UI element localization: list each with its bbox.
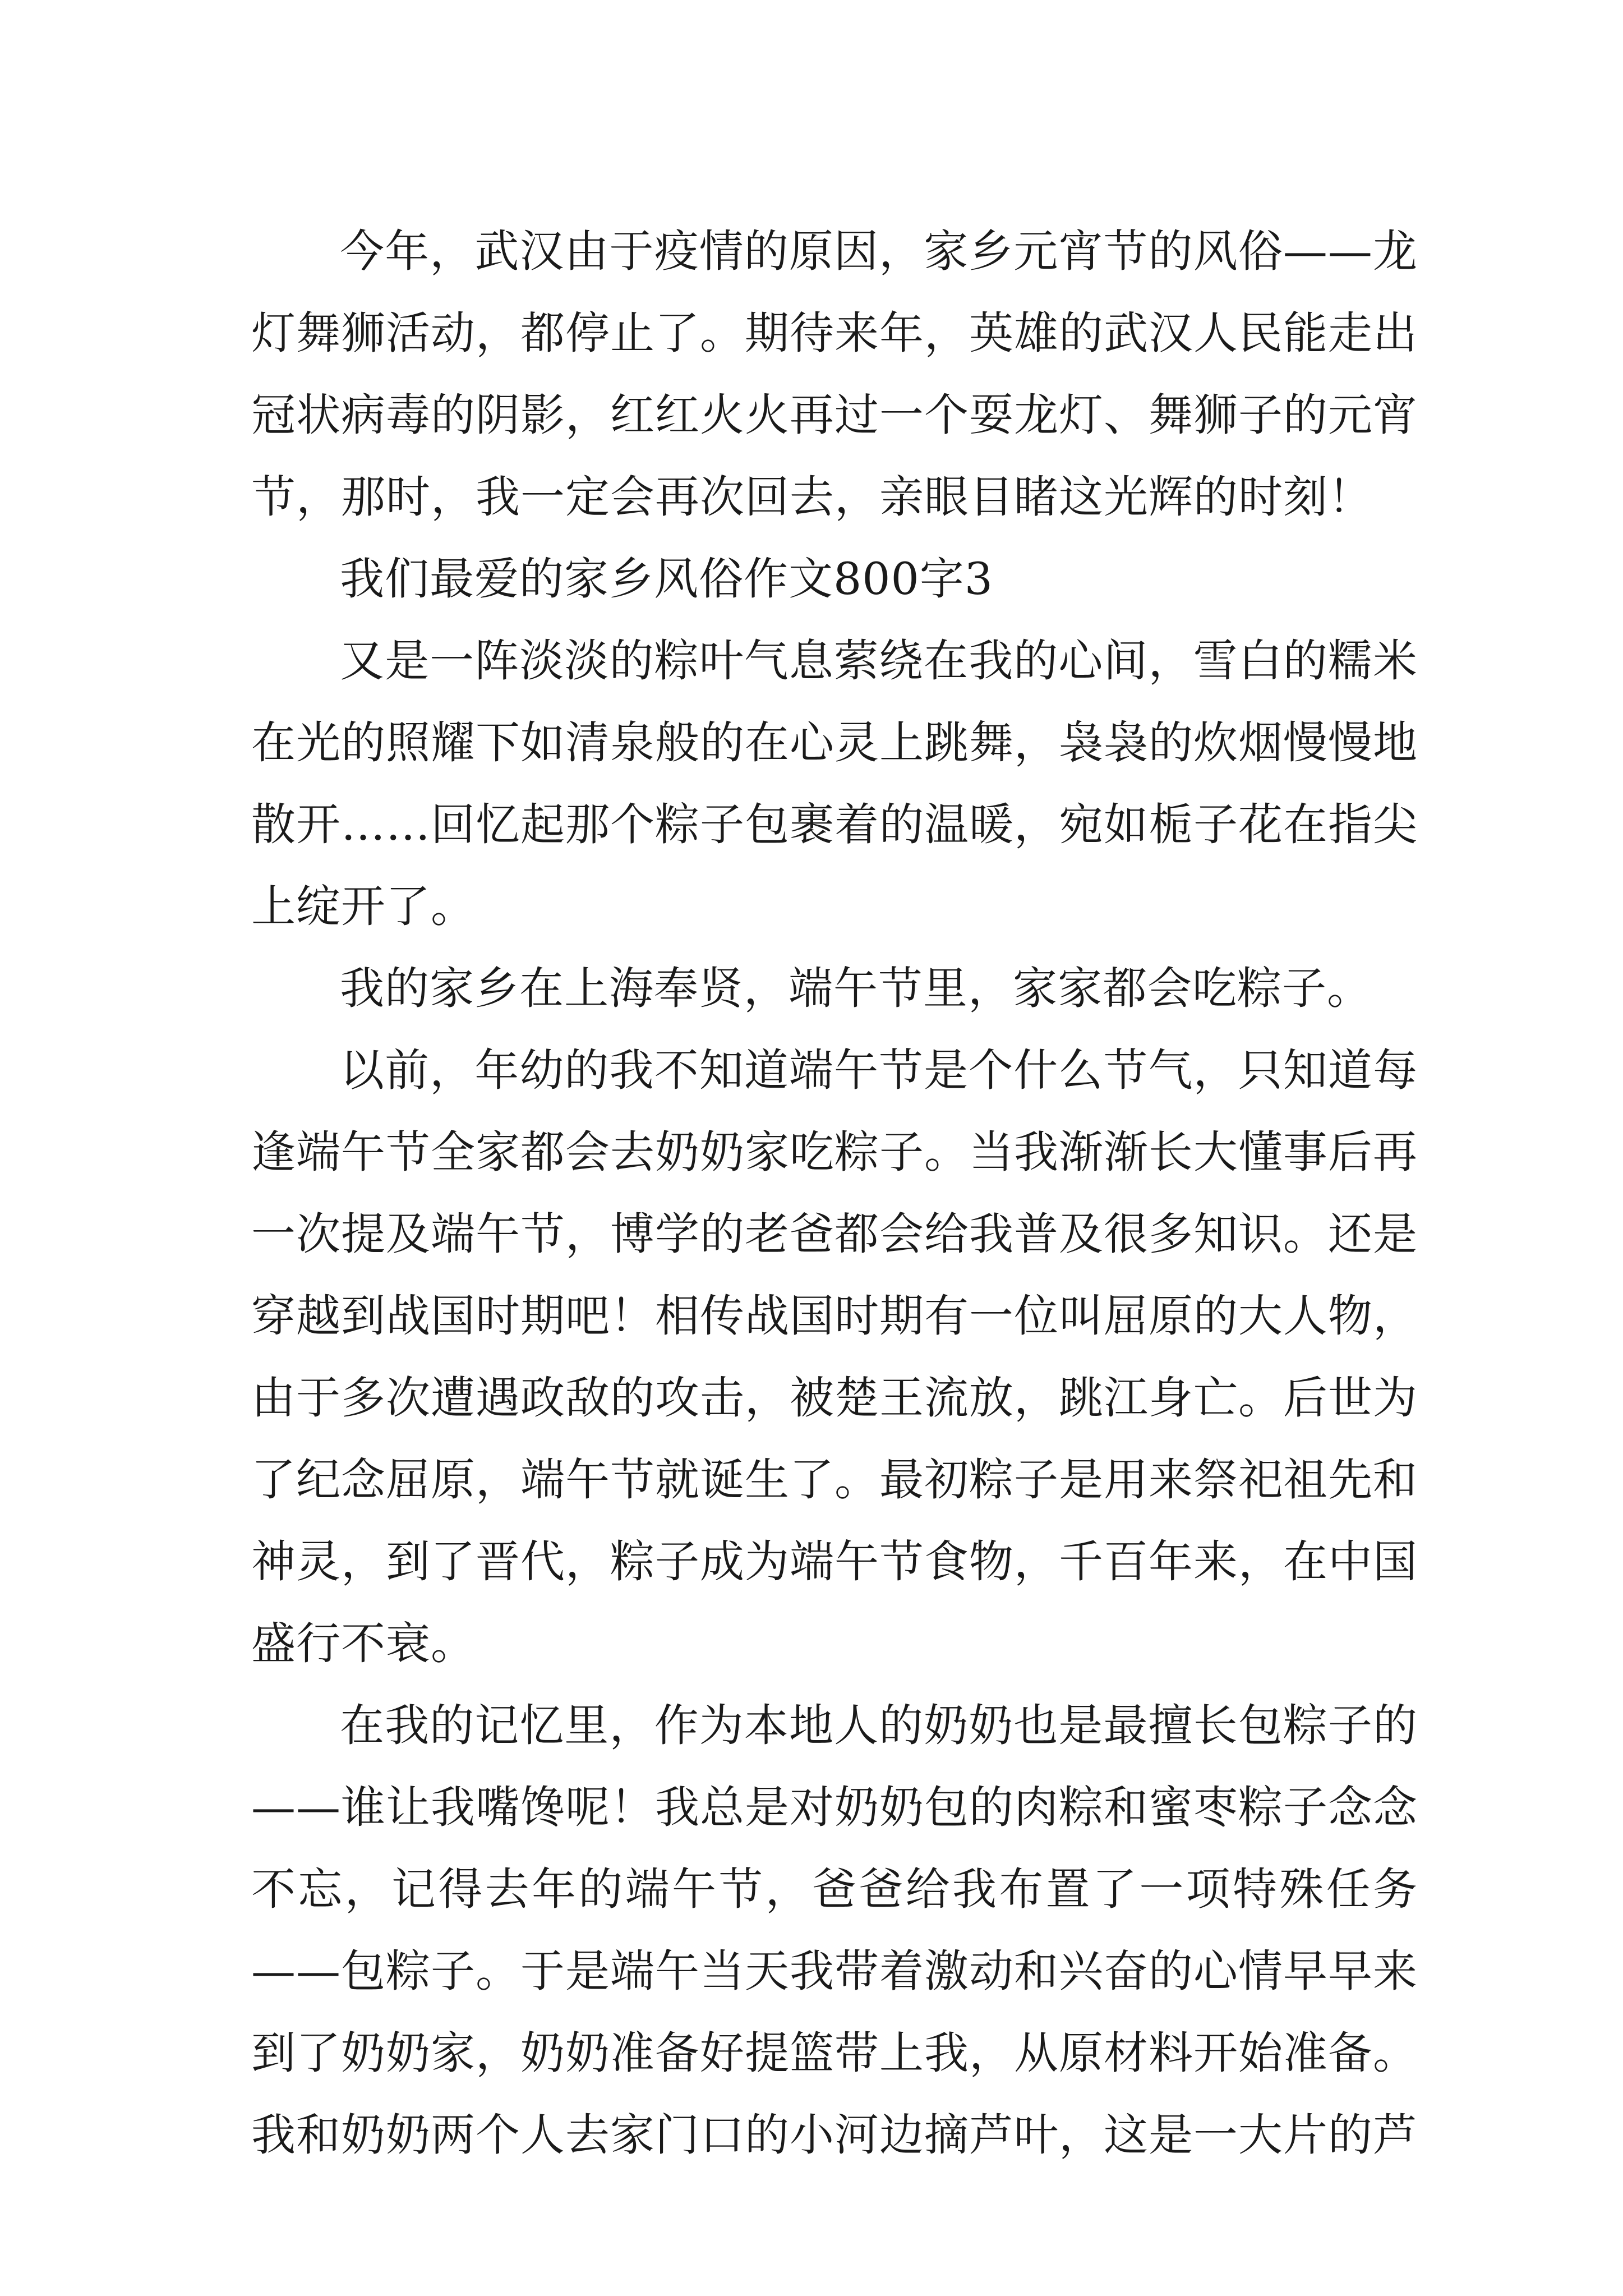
paragraph-3: 我的家乡在上海奉贤，端午节里，家家都会吃粽子。 [340, 963, 1372, 1014]
document-body [251, 210, 1418, 2176]
paragraph-2: 又是一阵淡淡的粽叶气息萦绕在我的心间，雪白的糯米在光的照耀下如清泉般的在心灵上跳舞，袅袅的炊烟慢慢地散开……回忆起那个粽子包裹着的温暖，宛如栀子花在指尖上绽开了。 [251, 635, 1418, 932]
paragraph-4: 以前，年幼的我不知道端午节是个什么节气，只知道每逢端午节全家都会去奶奶家吃粽子。当我渐渐长大懂事后再一次提及端午节，博学的老爸都会给我普及很多知识。还是穿越到战国时期吧！相传战国时期有一位叫屈原的大人物，由于多次遭遇政敌的攻击，被楚王流放，跳江身亡。后世为了纪念屈原，端午节就诞生了。最初粽子是用来祭祀祖先和神灵，到了晋代，粽子成为端午节食物，千百年来，在中国盛行不衰。 [251, 1045, 1418, 1669]
section-heading: 我们最爱的家乡风俗作文800字3 [340, 553, 994, 605]
paragraph-5: 在我的记忆里，作为本地人的奶奶也是最擅长包粽子的——谁让我嘴馋呢！我总是对奶奶包的肉粽和蜜枣粽子念念不忘，记得去年的端午节，爸爸给我布置了一项特殊任务——包粽子。于是端午当天我带着激动和兴奋的心情早早来到了奶奶家，奶奶准备好提篮带上我，从原材料开始准备。我和奶奶两个人去家门口的小河边摘芦叶，这是一大片的芦 [251, 1700, 1418, 2161]
paragraph-1: 今年，武汉由于疫情的原因，家乡元宵节的风俗——龙灯舞狮活动，都停止了。期待来年，英雄的武汉人民能走出冠状病毒的阴影，红红火火再过一个耍龙灯、舞狮子的元宵节，那时，我一定会再次回去，亲眼目睹这光辉的时刻！ [251, 226, 1418, 523]
